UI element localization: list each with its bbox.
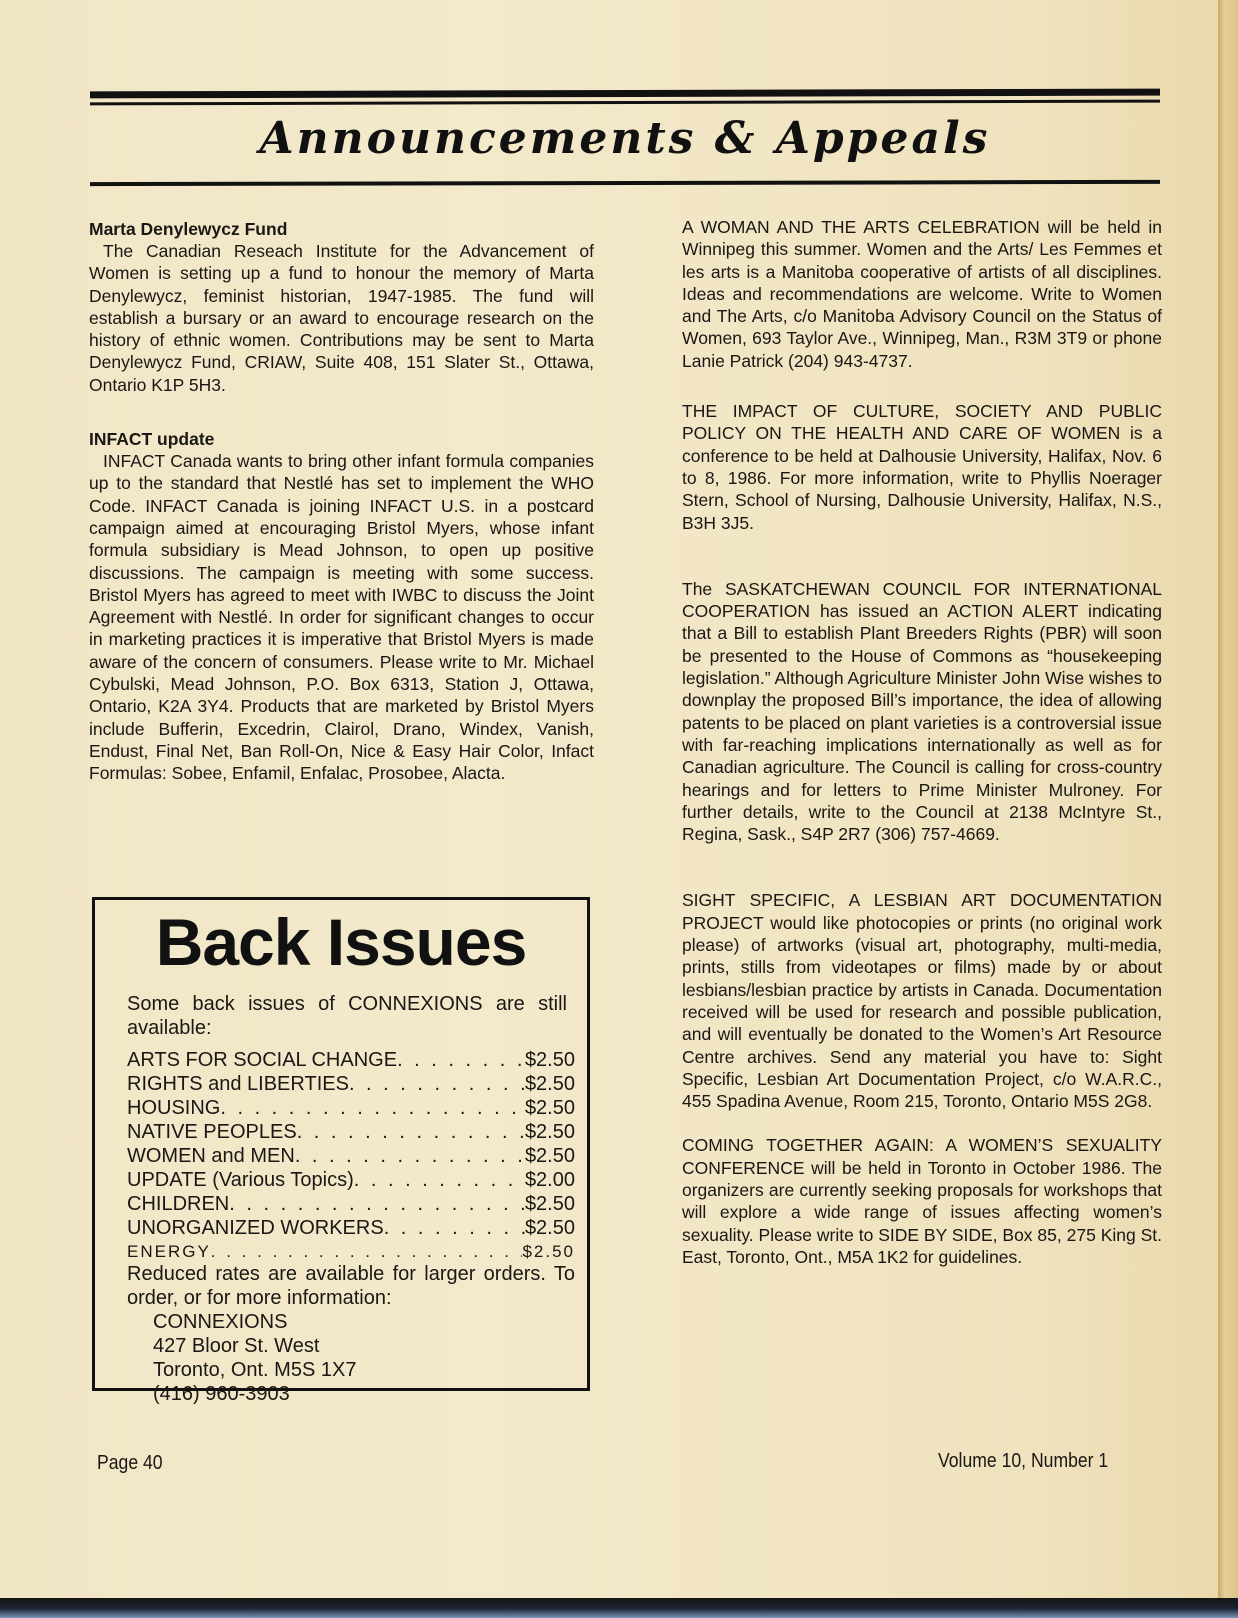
back-issue-item: RIGHTS and LIBERTIES . . . $2.50 <box>127 1072 575 1096</box>
back-issues-address <box>153 1310 356 1406</box>
article-woman-arts <box>682 216 1162 372</box>
address-line: CONNEXIONS <box>153 1311 288 1333</box>
back-issue-item: CHILDREN . . . $2.50 <box>127 1192 575 1216</box>
article-body: The Canadian Reseach Institute for the Advancement of Women is setting up a fund to honour the memory of Marta Denylewycz, feminist historian, 1947-1985. The fund will establish a bursary or an award to encourage research on the history of ethnic women. Contributions may be sent to Marta Denylewycz Fund, CRIAW, Suite 408, 151 Slater St., Ottawa, Ontario K1P 5H3. <box>89 241 594 395</box>
back-issues-list <box>127 1048 575 1264</box>
back-issues-title: Back Issues <box>155 905 527 979</box>
article-marta-fund <box>89 218 594 396</box>
article-heading: Marta Denylewycz Fund <box>89 219 288 239</box>
address-phone: (416) 960-3903 <box>153 1383 290 1405</box>
article-saskatchewan-council <box>682 578 1162 846</box>
bottom-edge <box>0 1598 1238 1618</box>
page-number: Page 40 <box>97 1452 163 1474</box>
page-edge <box>1218 0 1238 1610</box>
back-issues-intro: Some back issues of CONNEXIONS are still available: <box>127 993 567 1039</box>
article-health-care-conference <box>682 400 1162 534</box>
back-issue-item: WOMEN and MEN . . . $2.50 <box>127 1144 575 1168</box>
article-body: COMING TOGETHER AGAIN: A WOMEN’S SEXUALITY CONFERENCE will be held in Toronto in October 1986. The organizers are currently seeking proposals for workshops that will explore a wide range of issues affecting women’s sexuality. Please write to SIDE BY SIDE, Box 85, 275 King St. East, Toronto, Ont., M5A 1K2 for guidelines. <box>682 1135 1162 1267</box>
article-body: INFACT Canada wants to bring other infant formula companies up to the standard that Nestlé has set to implement the WHO Code. INFACT Canada is joining INFACT U.S. in a postcard campaign aimed at encouraging Bristol Myers, whose infant formula subsidiary is Mead Johnson, to open up positive discussions. The campaign is meeting with some success. Bristol Myers has agreed to meet with IWBC to discuss the Joint Agreement with Nestlé. In order for significant changes to occur in marketing practices it is imperative that Bristol Myers is made aware of the concern of consumers. Please write to Mr. Michael Cybulski, Mead Johnson, P.O. Box 6313, Station J, Ottawa, Ontario, K2A 3Y4. Products that are marketed by Bristol Myers include Bufferin, Excedrin, Clairol, Drano, Windex, Vanish, Endust, Final Net, Ban Roll-On, Nice & Easy Hair Color, Infact Formulas: Sobee, Enfamil, Enfalac, Prosobee, Alacta. <box>89 451 594 784</box>
address-line: Toronto, Ont. M5S 1X7 <box>153 1359 357 1381</box>
article-coming-together <box>682 1134 1162 1268</box>
article-body: The SASKATCHEWAN COUNCIL FOR INTERNATIONAL COOPERATION has issued an ACTION ALERT indicating that a Bill to establish Plant Breeders Rights (PBR) will soon be presented to the House of Commons as “housekeeping legislation.” Although Agriculture Minister John Wise wishes to downplay the proposed Bill’s importance, the idea of allowing patents to be placed on plant varieties is a controversial issue with far-reaching implications internationally as well as for Canadian agriculture. The Council is calling for cross-country hearings and for letters to Prime Minister Mulroney. For further details, write to the Council at 2138 McIntyre St., Regina, Sask., S4P 2R7 (306) 757-4669. <box>682 578 1162 845</box>
article-sight-specific <box>682 889 1162 1112</box>
back-issues-order-text: Reduced rates are available for larger orders. To order, or for more information: <box>127 1263 575 1309</box>
left-column <box>89 218 594 785</box>
address-line: 427 Bloor St. West <box>153 1335 320 1357</box>
back-issue-item: ARTS FOR SOCIAL CHANGE . . . $2.50 <box>127 1048 575 1072</box>
article-body: SIGHT SPECIFIC, A LESBIAN ART DOCUMENTATION PROJECT would like photocopies or prints (no original work please) of artworks (visual art, photography, multi-media, prints, stills from videotapes or films) made by or about lesbians/lesbian practice by artists in Canada. Documentation received will be used for research and possible publication, and will eventually be donated to the Women’s Art Resource Centre archives. Send any material you have to: Sight Specific, Lesbian Art Documentation Project, c/o W.A.R.C., 455 Spadina Avenue, Room 215, Toronto, Ontario M5S 2G8. <box>682 890 1162 1112</box>
article-infact-update <box>89 428 594 784</box>
page-title: Announcements & Appeals <box>259 113 991 164</box>
volume-number: Volume 10, Number 1 <box>938 1450 1109 1472</box>
article-heading: INFACT update <box>89 429 215 450</box>
article-body: THE IMPACT OF CULTURE, SOCIETY AND PUBLIC POLICY ON THE HEALTH AND CARE OF WOMEN is a conference to be held at Dalhousie University, Halifax, Nov. 6 to 8, 1986. For more information, write to Phyllis Noerager Stern, School of Nursing, Dalhousie University, Halifax, N.S., B3H 3J5. <box>682 401 1162 533</box>
back-issue-item: UNORGANIZED WORKERS . . . $2.50 <box>127 1216 575 1240</box>
back-issue-item: NATIVE PEOPLES . . . $2.50 <box>127 1120 575 1144</box>
back-issue-item: HOUSING . . . $2.50 <box>127 1096 575 1120</box>
back-issue-item: ENERGY . . . $2.50 <box>127 1240 575 1264</box>
back-issues-box <box>92 897 590 1405</box>
back-issue-item: UPDATE (Various Topics) . . . $2.00 <box>127 1168 575 1192</box>
article-body: A WOMAN AND THE ARTS CELEBRATION will be held in Winnipeg this summer. Women and the Arts/ Les Femmes et les arts is a Manitoba cooperative of artists of all disciplines. Ideas and recommendations are welcome. Write to Women and The Arts, c/o Manitoba Advisory Council on the Status of Women, 693 Taylor Ave., Winnipeg, Man., R3M 3T9 or phone Lanie Patrick (204) 943-4737. <box>682 217 1162 371</box>
right-column <box>682 216 1162 1268</box>
